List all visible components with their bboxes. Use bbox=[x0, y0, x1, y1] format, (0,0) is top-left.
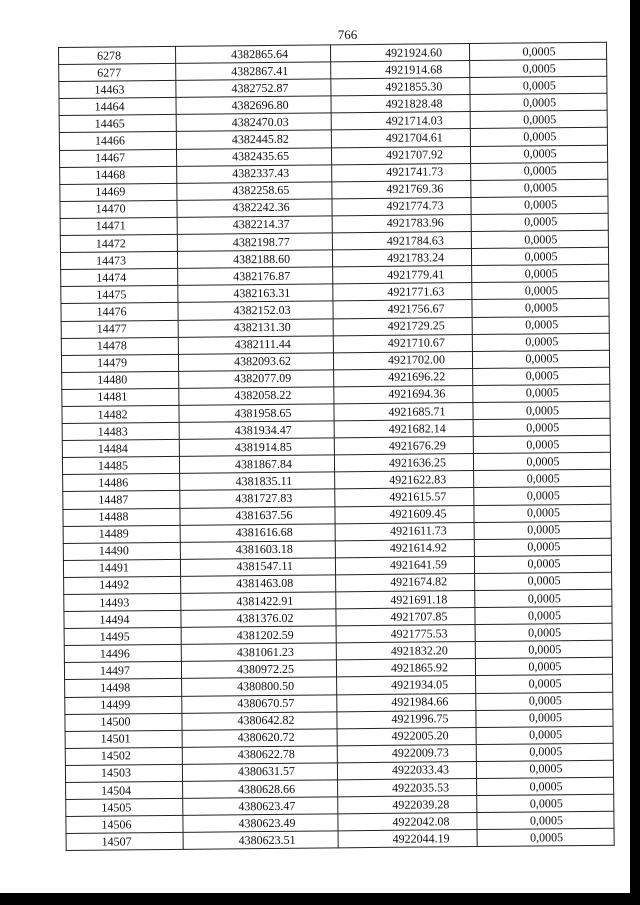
point-number-cell: 14505 bbox=[66, 798, 183, 816]
y-coordinate-cell: 4922033.43 bbox=[337, 761, 476, 779]
point-number-cell: 14506 bbox=[66, 816, 183, 834]
accuracy-cell: 0,0005 bbox=[475, 606, 612, 624]
y-coordinate-cell: 4921783.24 bbox=[332, 249, 471, 267]
accuracy-cell: 0,0005 bbox=[475, 658, 612, 676]
accuracy-cell: 0,0005 bbox=[469, 42, 606, 60]
x-coordinate-cell: 4380642.82 bbox=[182, 712, 337, 731]
point-number-cell: 14491 bbox=[63, 559, 180, 577]
x-coordinate-cell: 4382867.41 bbox=[176, 62, 331, 81]
x-coordinate-cell: 4381202.59 bbox=[181, 626, 336, 645]
point-number-cell: 14502 bbox=[65, 747, 182, 765]
y-coordinate-cell: 4921707.92 bbox=[331, 146, 470, 164]
y-coordinate-cell: 4921769.36 bbox=[332, 180, 471, 198]
x-coordinate-cell: 4382152.03 bbox=[178, 301, 333, 320]
y-coordinate-cell: 4922042.08 bbox=[338, 813, 477, 831]
point-number-cell: 14473 bbox=[60, 251, 177, 269]
x-coordinate-cell: 4381616.68 bbox=[180, 523, 335, 542]
x-coordinate-cell: 4381463.08 bbox=[181, 575, 336, 594]
accuracy-cell: 0,0005 bbox=[474, 504, 611, 522]
x-coordinate-cell: 4382865.64 bbox=[175, 45, 330, 64]
x-coordinate-cell: 4382470.03 bbox=[176, 113, 331, 132]
y-coordinate-cell: 4921611.73 bbox=[335, 522, 474, 540]
x-coordinate-cell: 4381835.11 bbox=[180, 472, 335, 491]
point-number-cell: 14504 bbox=[66, 781, 183, 799]
accuracy-cell: 0,0005 bbox=[472, 333, 609, 351]
x-coordinate-cell: 4381422.91 bbox=[181, 592, 336, 611]
point-number-cell: 14482 bbox=[62, 405, 179, 423]
point-number-cell: 14500 bbox=[65, 713, 182, 731]
x-coordinate-cell: 4382131.30 bbox=[178, 318, 333, 337]
point-number-cell: 14484 bbox=[62, 440, 179, 458]
x-coordinate-cell: 4382198.77 bbox=[177, 233, 332, 252]
accuracy-cell: 0,0005 bbox=[475, 623, 612, 641]
x-coordinate-cell: 4380623.51 bbox=[183, 831, 338, 850]
point-number-cell: 14475 bbox=[61, 286, 178, 304]
accuracy-cell: 0,0005 bbox=[473, 435, 610, 453]
point-number-cell: 14476 bbox=[61, 303, 178, 321]
x-coordinate-cell: 4380628.66 bbox=[183, 780, 338, 799]
y-coordinate-cell: 4921614.92 bbox=[335, 539, 474, 557]
accuracy-cell: 0,0005 bbox=[474, 470, 611, 488]
accuracy-cell: 0,0005 bbox=[470, 111, 607, 129]
accuracy-cell: 0,0005 bbox=[473, 367, 610, 385]
accuracy-cell: 0,0005 bbox=[473, 401, 610, 419]
y-coordinate-cell: 4921729.25 bbox=[333, 317, 472, 335]
y-coordinate-cell: 4921707.85 bbox=[336, 608, 475, 626]
point-number-cell: 14481 bbox=[62, 388, 179, 406]
accuracy-cell: 0,0005 bbox=[476, 709, 613, 727]
y-coordinate-cell: 4921774.73 bbox=[332, 197, 471, 215]
accuracy-cell: 0,0005 bbox=[471, 162, 608, 180]
accuracy-cell: 0,0005 bbox=[471, 230, 608, 248]
point-number-cell: 14489 bbox=[63, 525, 180, 543]
y-coordinate-cell: 4921934.05 bbox=[337, 676, 476, 694]
point-number-cell: 14486 bbox=[63, 474, 180, 492]
point-number-cell: 14466 bbox=[59, 132, 176, 150]
x-coordinate-cell: 4381867.84 bbox=[179, 455, 334, 474]
x-coordinate-cell: 4382435.65 bbox=[176, 147, 331, 166]
page-number: 766 bbox=[337, 27, 358, 42]
x-coordinate-cell: 4381914.85 bbox=[179, 438, 334, 457]
accuracy-cell: 0,0005 bbox=[476, 675, 613, 693]
accuracy-cell: 0,0005 bbox=[473, 418, 610, 436]
x-coordinate-cell: 4382058.22 bbox=[179, 387, 334, 406]
point-number-cell: 6277 bbox=[59, 63, 176, 81]
y-coordinate-cell: 4921685.71 bbox=[334, 403, 473, 421]
y-coordinate-cell: 4921914.68 bbox=[331, 61, 470, 79]
y-coordinate-cell: 4921756.67 bbox=[333, 300, 472, 318]
y-coordinate-cell: 4921775.53 bbox=[336, 625, 475, 643]
accuracy-cell: 0,0005 bbox=[475, 640, 612, 658]
y-coordinate-cell: 4921865.92 bbox=[336, 659, 475, 677]
accuracy-cell: 0,0005 bbox=[471, 247, 608, 265]
y-coordinate-cell: 4921702.00 bbox=[333, 351, 472, 369]
y-coordinate-cell: 4922009.73 bbox=[337, 744, 476, 762]
y-coordinate-cell: 4921924.60 bbox=[330, 44, 469, 62]
accuracy-cell: 0,0005 bbox=[472, 316, 609, 334]
y-coordinate-cell: 4921636.25 bbox=[334, 454, 473, 472]
point-number-cell: 14479 bbox=[61, 354, 178, 372]
x-coordinate-cell: 4380623.49 bbox=[183, 814, 338, 833]
point-number-cell: 14490 bbox=[63, 542, 180, 560]
coordinates-table-body bbox=[59, 42, 615, 851]
x-coordinate-cell: 4381958.65 bbox=[179, 404, 334, 423]
point-number-cell: 14499 bbox=[65, 696, 182, 714]
y-coordinate-cell: 4921641.59 bbox=[335, 556, 474, 574]
point-number-cell: 14470 bbox=[60, 200, 177, 218]
point-number-cell: 14495 bbox=[64, 628, 181, 646]
x-coordinate-cell: 4381934.47 bbox=[179, 421, 334, 440]
accuracy-cell: 0,0005 bbox=[476, 692, 613, 710]
y-coordinate-cell: 4921609.45 bbox=[335, 505, 474, 523]
point-number-cell: 6278 bbox=[59, 46, 176, 64]
y-coordinate-cell: 4921783.96 bbox=[332, 214, 471, 232]
y-coordinate-cell: 4922044.19 bbox=[338, 830, 477, 848]
accuracy-cell: 0,0005 bbox=[470, 145, 607, 163]
accuracy-cell: 0,0005 bbox=[476, 760, 613, 778]
y-coordinate-cell: 4921676.29 bbox=[334, 437, 473, 455]
x-coordinate-cell: 4382176.87 bbox=[178, 267, 333, 286]
x-coordinate-cell: 4382214.37 bbox=[177, 216, 332, 235]
accuracy-cell: 0,0005 bbox=[476, 726, 613, 744]
y-coordinate-cell: 4921784.63 bbox=[332, 232, 471, 250]
point-number-cell: 14483 bbox=[62, 422, 179, 440]
y-coordinate-cell: 4921771.63 bbox=[333, 283, 472, 301]
x-coordinate-cell: 4380623.47 bbox=[183, 797, 338, 816]
y-coordinate-cell: 4921779.41 bbox=[333, 266, 472, 284]
point-number-cell: 14474 bbox=[61, 269, 178, 287]
point-number-cell: 14463 bbox=[59, 81, 176, 99]
accuracy-cell: 0,0005 bbox=[472, 299, 609, 317]
x-coordinate-cell: 4381637.56 bbox=[180, 506, 335, 525]
x-coordinate-cell: 4381727.83 bbox=[180, 489, 335, 508]
point-number-cell: 14497 bbox=[64, 662, 181, 680]
point-number-cell: 14492 bbox=[64, 576, 181, 594]
y-coordinate-cell: 4922039.28 bbox=[338, 796, 477, 814]
x-coordinate-cell: 4381547.11 bbox=[180, 558, 335, 577]
x-coordinate-cell: 4381376.02 bbox=[181, 609, 336, 628]
point-number-cell: 14468 bbox=[60, 166, 177, 184]
x-coordinate-cell: 4382242.36 bbox=[177, 199, 332, 218]
x-coordinate-cell: 4380670.57 bbox=[182, 694, 337, 713]
point-number-cell: 14498 bbox=[65, 679, 182, 697]
x-coordinate-cell: 4381061.23 bbox=[181, 643, 336, 662]
x-coordinate-cell: 4380631.57 bbox=[182, 763, 337, 782]
y-coordinate-cell: 4921855.30 bbox=[331, 78, 470, 96]
accuracy-cell: 0,0005 bbox=[473, 452, 610, 470]
y-coordinate-cell: 4921696.22 bbox=[334, 368, 473, 386]
y-coordinate-cell: 4921622.83 bbox=[335, 471, 474, 489]
y-coordinate-cell: 4921704.61 bbox=[331, 129, 470, 147]
accuracy-cell: 0,0005 bbox=[476, 743, 613, 761]
point-number-cell: 14501 bbox=[65, 730, 182, 748]
x-coordinate-cell: 4382696.80 bbox=[176, 96, 331, 115]
x-coordinate-cell: 4382077.09 bbox=[179, 370, 334, 389]
x-coordinate-cell: 4380800.50 bbox=[182, 677, 337, 696]
point-number-cell: 14467 bbox=[59, 149, 176, 167]
x-coordinate-cell: 4382337.43 bbox=[177, 165, 332, 184]
point-number-cell: 14488 bbox=[63, 508, 180, 526]
x-coordinate-cell: 4382445.82 bbox=[176, 130, 331, 149]
accuracy-cell: 0,0005 bbox=[477, 829, 614, 847]
y-coordinate-cell: 4921984.66 bbox=[337, 693, 476, 711]
point-number-cell: 14464 bbox=[59, 98, 176, 116]
accuracy-cell: 0,0005 bbox=[477, 794, 614, 812]
point-number-cell: 14471 bbox=[60, 217, 177, 235]
y-coordinate-cell: 4921615.57 bbox=[335, 488, 474, 506]
point-number-cell: 14477 bbox=[61, 320, 178, 338]
accuracy-cell: 0,0005 bbox=[472, 282, 609, 300]
y-coordinate-cell: 4921828.48 bbox=[331, 95, 470, 113]
accuracy-cell: 0,0005 bbox=[474, 555, 611, 573]
accuracy-cell: 0,0005 bbox=[470, 94, 607, 112]
x-coordinate-cell: 4380620.72 bbox=[182, 729, 337, 748]
y-coordinate-cell: 4922035.53 bbox=[338, 779, 477, 797]
point-number-cell: 14493 bbox=[64, 593, 181, 611]
x-coordinate-cell: 4380622.78 bbox=[182, 746, 337, 765]
accuracy-cell: 0,0005 bbox=[472, 350, 609, 368]
y-coordinate-cell: 4921674.82 bbox=[336, 573, 475, 591]
y-coordinate-cell: 4921694.36 bbox=[334, 385, 473, 403]
y-coordinate-cell: 4921710.67 bbox=[333, 334, 472, 352]
point-number-cell: 14507 bbox=[66, 833, 183, 851]
accuracy-cell: 0,0005 bbox=[474, 538, 611, 556]
point-number-cell: 14478 bbox=[61, 337, 178, 355]
x-coordinate-cell: 4382188.60 bbox=[177, 250, 332, 269]
coordinates-table bbox=[58, 42, 615, 852]
accuracy-cell: 0,0005 bbox=[474, 521, 611, 539]
accuracy-cell: 0,0005 bbox=[477, 811, 614, 829]
x-coordinate-cell: 4382258.65 bbox=[177, 182, 332, 201]
accuracy-cell: 0,0005 bbox=[474, 487, 611, 505]
x-coordinate-cell: 4380972.25 bbox=[181, 660, 336, 679]
accuracy-cell: 0,0005 bbox=[473, 384, 610, 402]
y-coordinate-cell: 4921996.75 bbox=[337, 710, 476, 728]
accuracy-cell: 0,0005 bbox=[475, 572, 612, 590]
y-coordinate-cell: 4921691.18 bbox=[336, 591, 475, 609]
point-number-cell: 14503 bbox=[65, 764, 182, 782]
accuracy-cell: 0,0005 bbox=[471, 213, 608, 231]
y-coordinate-cell: 4921741.73 bbox=[332, 163, 471, 181]
accuracy-cell: 0,0005 bbox=[470, 128, 607, 146]
point-number-cell: 14469 bbox=[60, 183, 177, 201]
point-number-cell: 14485 bbox=[62, 457, 179, 475]
y-coordinate-cell: 4921714.03 bbox=[331, 112, 470, 130]
point-number-cell: 14465 bbox=[59, 115, 176, 133]
x-coordinate-cell: 4381603.18 bbox=[180, 541, 335, 560]
point-number-cell: 14487 bbox=[63, 491, 180, 509]
x-coordinate-cell: 4382752.87 bbox=[176, 79, 331, 98]
accuracy-cell: 0,0005 bbox=[471, 179, 608, 197]
accuracy-cell: 0,0005 bbox=[470, 59, 607, 77]
accuracy-cell: 0,0005 bbox=[475, 589, 612, 607]
accuracy-cell: 0,0005 bbox=[470, 76, 607, 94]
x-coordinate-cell: 4382111.44 bbox=[178, 335, 333, 354]
y-coordinate-cell: 4921682.14 bbox=[334, 420, 473, 438]
coordinates-table-wrapper bbox=[58, 42, 614, 852]
accuracy-cell: 0,0005 bbox=[477, 777, 614, 795]
point-number-cell: 14496 bbox=[64, 645, 181, 663]
x-coordinate-cell: 4382093.62 bbox=[178, 353, 333, 372]
point-number-cell: 14494 bbox=[64, 610, 181, 628]
accuracy-cell: 0,0005 bbox=[471, 196, 608, 214]
y-coordinate-cell: 4921832.20 bbox=[336, 642, 475, 660]
accuracy-cell: 0,0005 bbox=[472, 264, 609, 282]
point-number-cell: 14480 bbox=[62, 371, 179, 389]
x-coordinate-cell: 4382163.31 bbox=[178, 284, 333, 303]
y-coordinate-cell: 4922005.20 bbox=[337, 727, 476, 745]
point-number-cell: 14472 bbox=[60, 234, 177, 252]
